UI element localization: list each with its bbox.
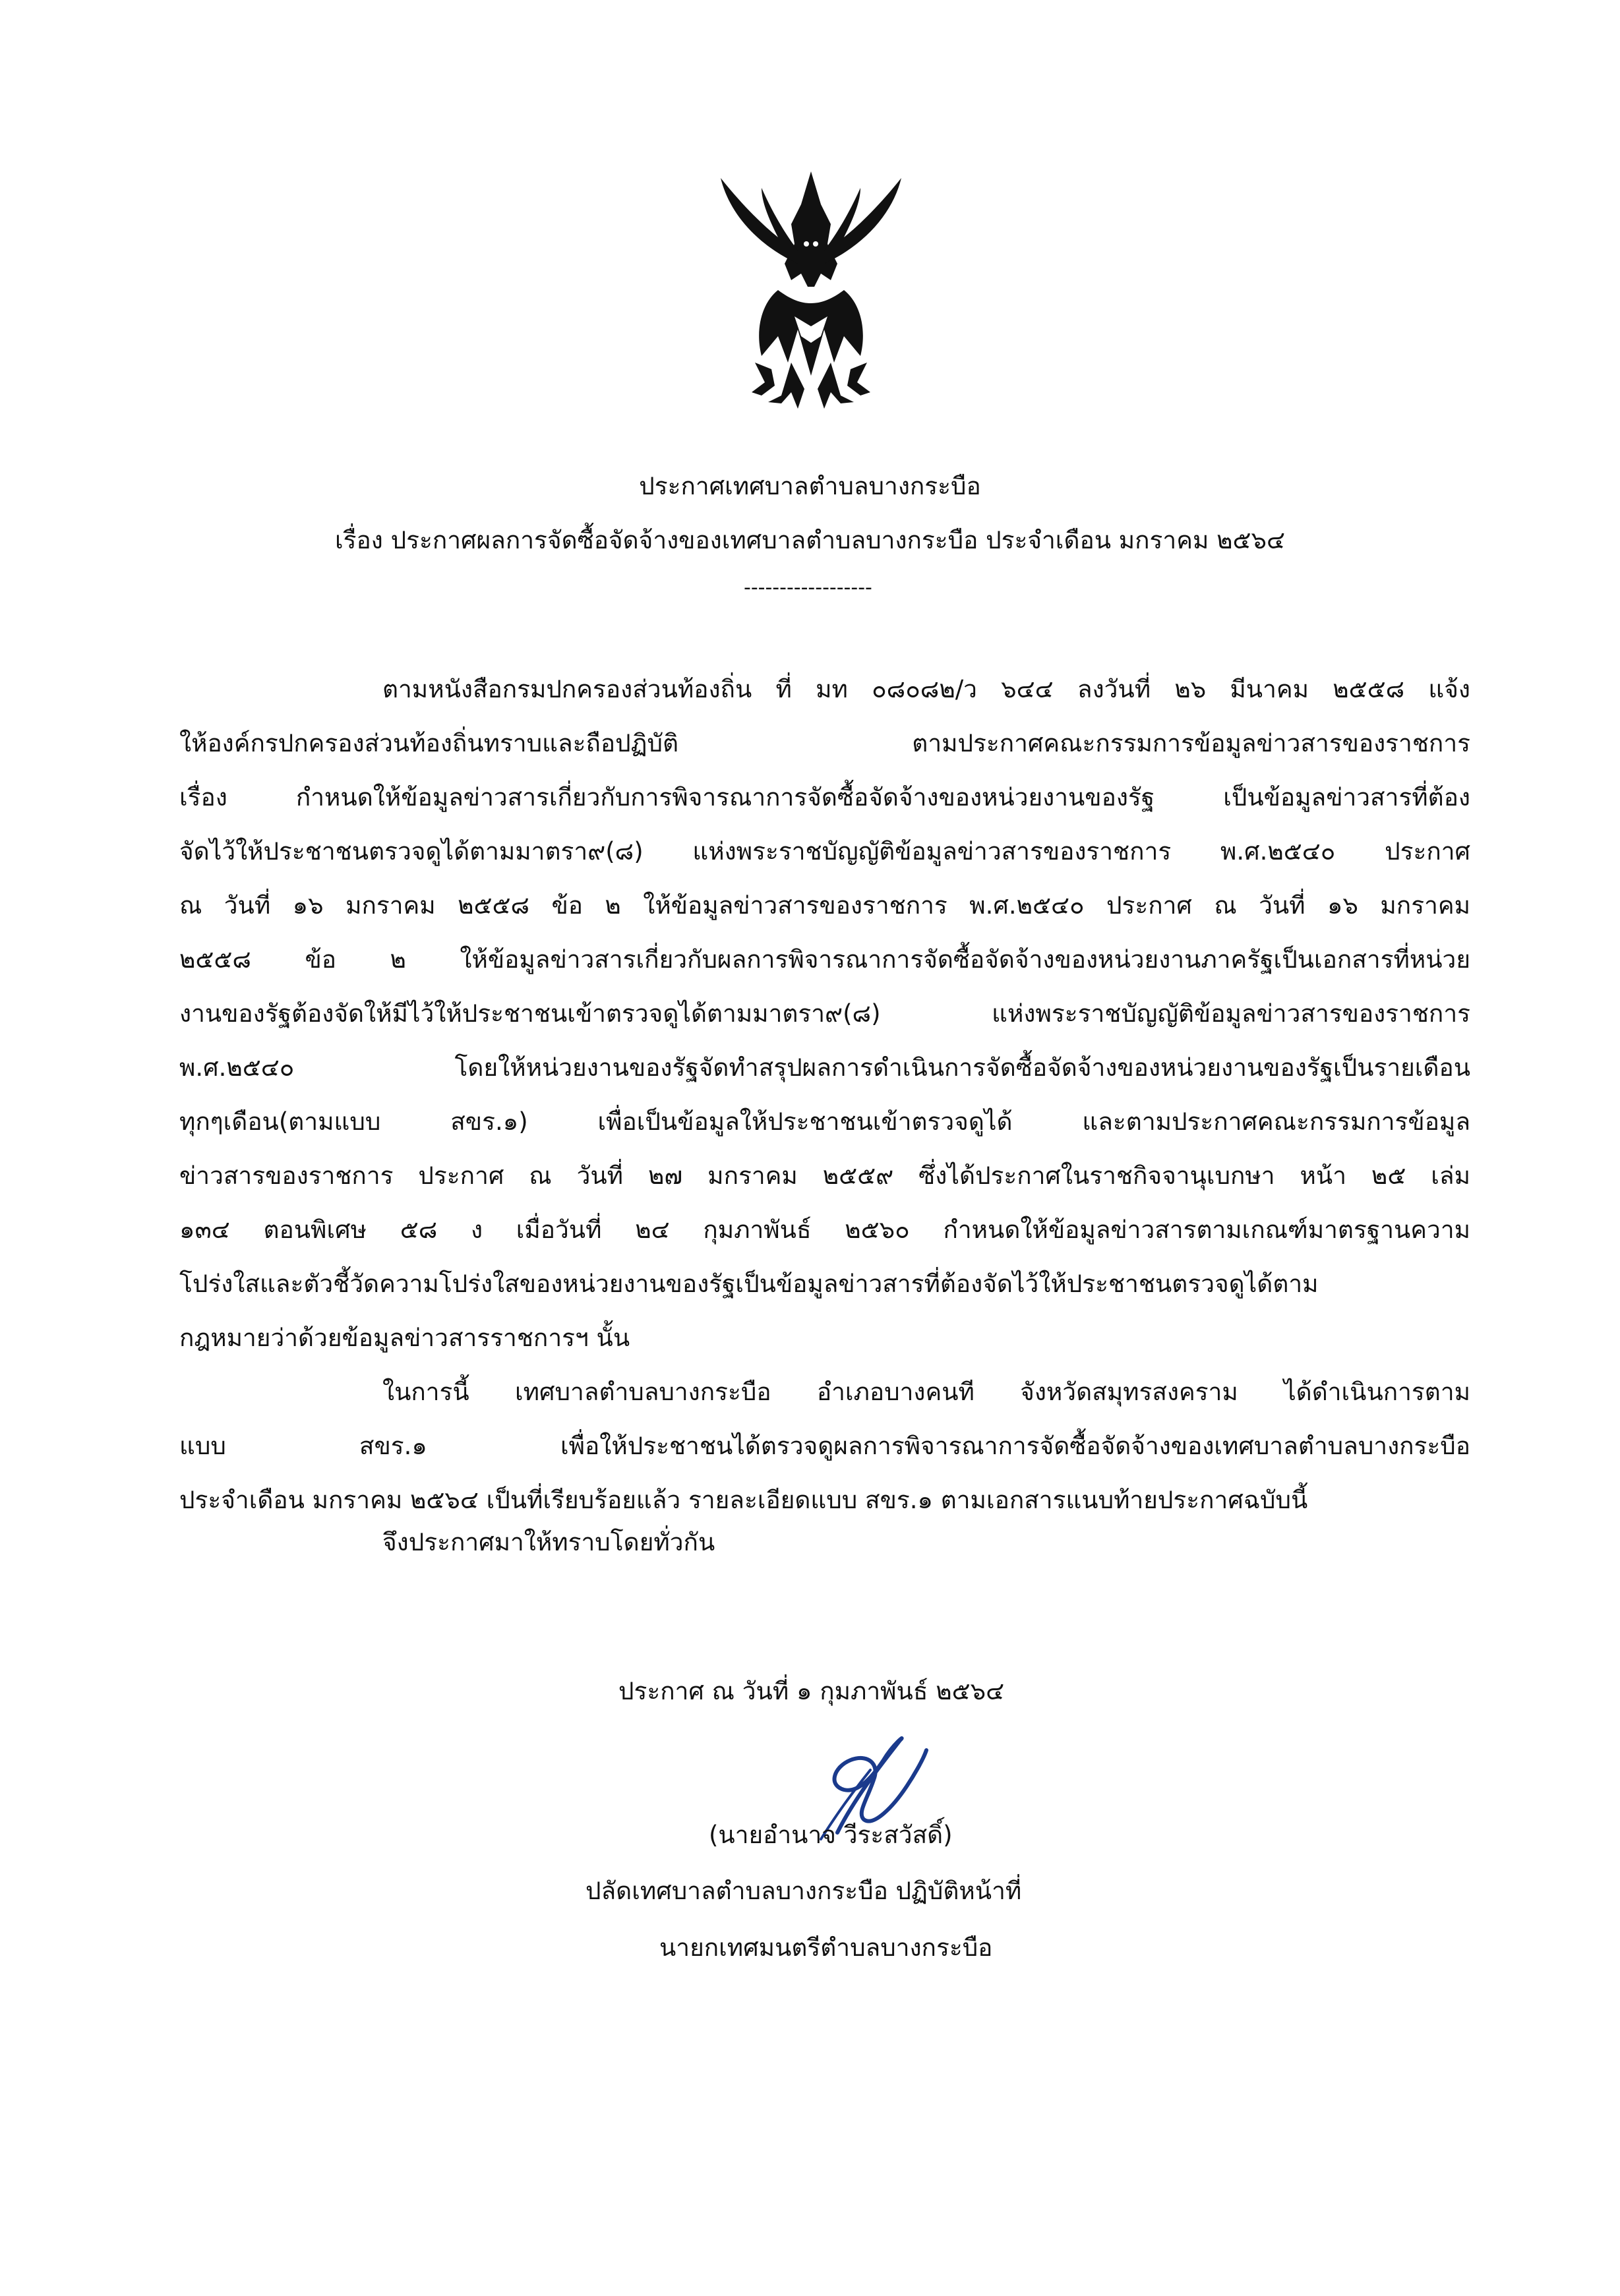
body-line: เรื่อง กำหนดให้ข้อมูลข่าวสารเกี่ยวกับการพิจารณาการจัดซื้อจัดจ้างของหน่วยงานของรัฐ เป็นข้อมูลข่าวสารที่ต้อง bbox=[179, 783, 1470, 811]
body-line: แบบ สขร.๑ เพื่อให้ประชาชนได้ตรวจดูผลการพิจารณาการจัดซื้อจัดจ้างของเทศบาลตำบลบางกระบือ bbox=[179, 1432, 1470, 1460]
body-line: ๑๓๔ ตอนพิเศษ ๕๘ ง เมื่อวันที่ ๒๔ กุมภาพันธ์ ๒๕๖๐ กำหนดให้ข้อมูลข่าวสารตามเกณฑ์มาตรฐานความ bbox=[179, 1216, 1470, 1244]
body-line: ประจำเดือน มกราคม ๒๕๖๔ เป็นที่เรียบร้อยแล้ว รายละเอียดแบบ สขร.๑ ตามเอกสารแนบท้ายประกาศฉบับนี้ bbox=[179, 1486, 1308, 1514]
body-line: ข่าวสารของราชการ ประกาศ ณ วันที่ ๒๗ มกราคม ๒๕๕๙ ซึ่งได้ประกาศในราชกิจจานุเบกษา หน้า ๒๕ เล่ม bbox=[179, 1162, 1470, 1190]
signer-acting-position: นายกเทศมนตรีตำบลบางกระบือ bbox=[659, 1933, 993, 1962]
garuda-emblem-icon bbox=[715, 165, 907, 428]
body-line: ให้องค์กรปกครองส่วนท้องถิ่นทราบและถือปฏิบัติ ตามประกาศคณะกรรมการข้อมูลข่าวสารของราชการ bbox=[179, 729, 1470, 757]
closing-statement: จึงประกาศมาให้ทราบโดยทั่วกัน bbox=[382, 1528, 715, 1556]
announcement-title: ประกาศเทศบาลตำบลบางกระบือ bbox=[639, 472, 981, 500]
signer-position: ปลัดเทศบาลตำบลบางกระบือ ปฏิบัติหน้าที่ bbox=[585, 1877, 1022, 1905]
body-line: ในการนี้ เทศบาลตำบลบางกระบือ อำเภอบางคนที จังหวัดสมุทรสงคราม ได้ดำเนินการตาม bbox=[382, 1378, 1470, 1406]
body-line: งานของรัฐต้องจัดให้มีไว้ให้ประชาชนเข้าตรวจดูได้ตามมาตรา๙(๘) แห่งพระราชบัญญัติข้อมูลข่าวสารของราชการ bbox=[179, 999, 1470, 1028]
signer-name: (นายอำนาจ วีระสวัสดิ์) bbox=[709, 1821, 953, 1849]
announcement-subject: เรื่อง ประกาศผลการจัดซื้อจัดจ้างของเทศบาลตำบลบางกระบือ ประจำเดือน มกราคม ๒๕๖๔ bbox=[335, 526, 1285, 554]
body-line: ตามหนังสือกรมปกครองส่วนท้องถิ่น ที่ มท ๐๘๐๘๒/ว ๖๔๔ ลงวันที่ ๒๖ มีนาคม ๒๕๕๘ แจ้ง bbox=[382, 675, 1470, 703]
body-line: จัดไว้ให้ประชาชนตรวจดูได้ตามมาตรา๙(๘) แห่งพระราชบัญญัติข้อมูลข่าวสารของราชการ พ.ศ.๒๕๔๐ ประกาศ bbox=[179, 837, 1470, 866]
body-line: โปร่งใสและตัวชี้วัดความโปร่งใสของหน่วยงานของรัฐเป็นข้อมูลข่าวสารที่ต้องจัดไว้ให้ประชาชนตรวจดูได้ตาม bbox=[179, 1270, 1319, 1298]
body-line: ทุกๆเดือน(ตามแบบ สขร.๑) เพื่อเป็นข้อมูลให้ประชาชนเข้าตรวจดูได้ และตามประกาศคณะกรรมการข้อมูล bbox=[179, 1107, 1470, 1136]
body-line: กฎหมายว่าด้วยข้อมูลข่าวสารราชการฯ นั้น bbox=[179, 1324, 630, 1352]
body-line: ๒๕๕๘ ข้อ ๒ ให้ข้อมูลข่าวสารเกี่ยวกับผลการพิจารณาการจัดซื้อจัดจ้างของหน่วยงานภาครัฐเป็นเอกสารที่หน่วย bbox=[179, 945, 1470, 974]
header-separator: ------------------ bbox=[744, 576, 872, 599]
announcement-date: ประกาศ ณ วันที่ ๑ กุมภาพันธ์ ๒๕๖๔ bbox=[618, 1677, 1005, 1705]
body-line: พ.ศ.๒๕๔๐ โดยให้หน่วยงานของรัฐจัดทำสรุปผลการดำเนินการจัดซื้อจัดจ้างของหน่วยงานของรัฐเป็นรายเดือน bbox=[179, 1053, 1470, 1082]
body-line: ณ วันที่ ๑๖ มกราคม ๒๕๕๘ ข้อ ๒ ให้ข้อมูลข่าวสารของราชการ พ.ศ.๒๕๔๐ ประกาศ ณ วันที่ ๑๖ มกราคม bbox=[179, 891, 1470, 920]
